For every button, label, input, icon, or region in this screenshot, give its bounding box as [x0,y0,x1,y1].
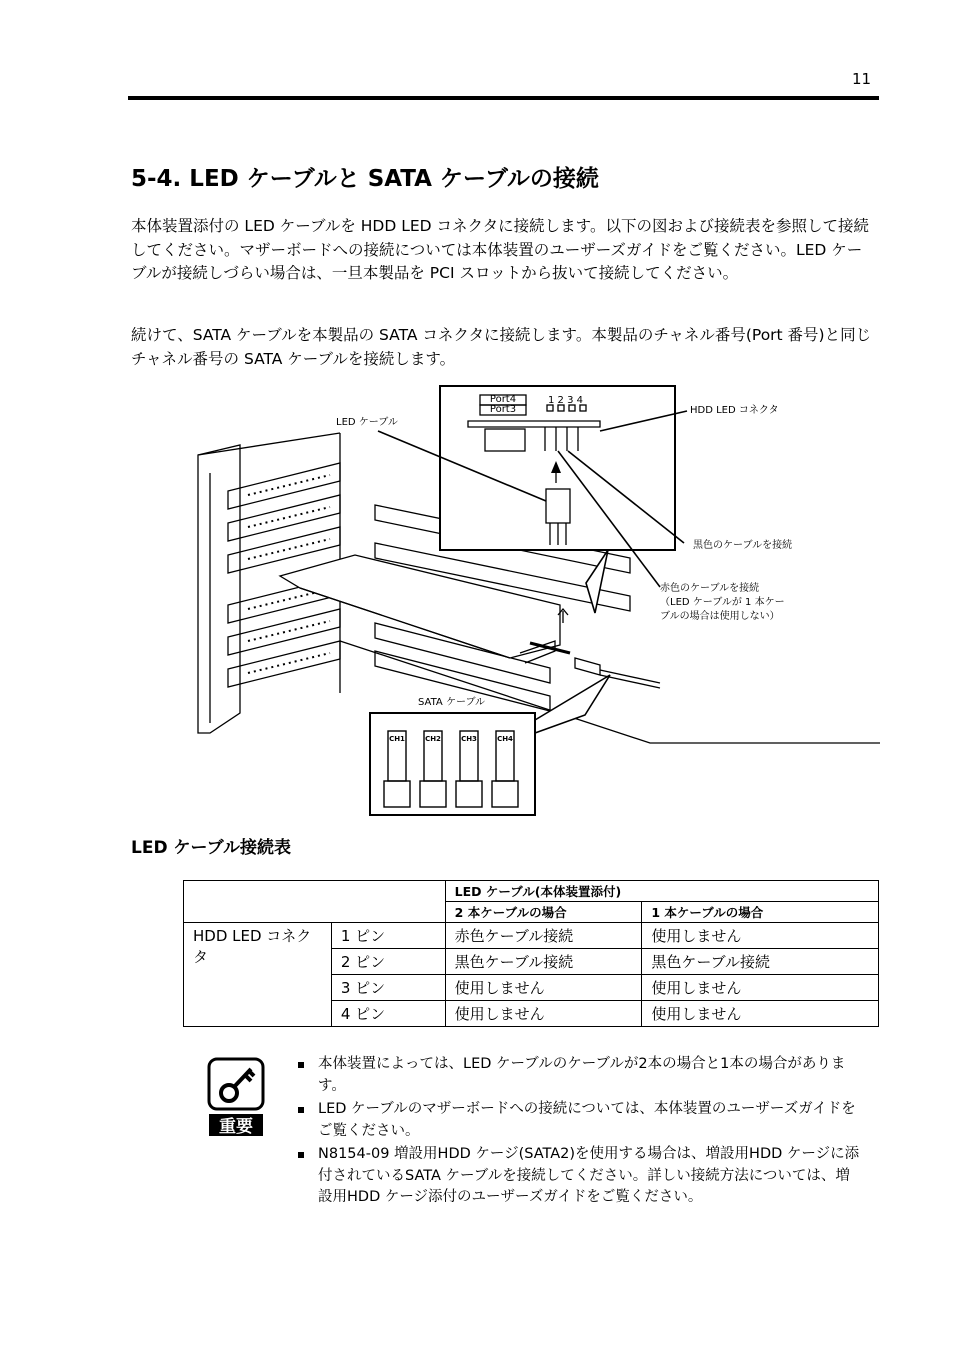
important-notes-list [296,1054,861,1211]
connection-diagram [190,383,890,823]
two-cable-cell: 黒色ケーブル接続 [445,949,642,975]
intro-paragraph: 本体装置添付の LED ケーブルを HDD LED コネクタに接続します。以下の図および接続表を参照して接続してください。マザーボードへの接続については本体装置のユーザーズガイドをご覧ください。LED ケーブルが接続しづらい場合は、一旦本製品を PCI スロットから抜いて接続してください。 [131,217,869,283]
pin-cell: 1 ピン [331,923,445,949]
two-cable-cell: 使用しません [445,1001,642,1027]
one-cable-cell: 黒色ケーブル接続 [642,949,879,975]
red-cable-label-2: （LED ケーブルが 1 本ケー [660,597,785,608]
header-rule [128,96,879,100]
list-item: N8154-09 増設用HDD ケージ(SATA2)を使用する場合は、増設用HDD ケージに添付されているSATA ケーブルを接続してください。詳しい接続方法については、増設用HDD ケージ添付のユーザーズガイドをご覧ください。 [296,1144,861,1209]
port4-label: Port4 [489,394,517,405]
channel-label: CH4 [497,735,513,743]
list-item: 本体装置によっては、LED ケーブルのケーブルが2本の場合と1本の場合があります。 [296,1054,861,1097]
important-key-icon [207,1057,265,1137]
list-item: LED ケーブルのマザーボードへの接続については、本体装置のユーザーズガイドをご覧ください。 [296,1099,861,1142]
red-cable-label-1: 赤色のケーブルを接続 [660,583,760,594]
two-cable-cell: 赤色ケーブル接続 [445,923,642,949]
sata-detail-box [370,713,535,815]
pin-cell: 2 ピン [331,949,445,975]
important-label: 重要 [219,1117,253,1137]
table-row [184,923,879,949]
sata-paragraph: 続けて、SATA ケーブルを本製品の SATA コネクタに接続します。本製品のチャネル番号(Port 番号)と同じチャネル番号の SATA ケーブルを接続します。 [131,326,872,368]
black-cable-label: 黒色のケーブルを接続 [693,540,793,551]
pin-cell: 4 ピン [331,1001,445,1027]
channel-label: CH1 [389,735,405,743]
one-cable-cell: 使用しません [642,975,879,1001]
one-cable-cell: 使用しません [642,923,879,949]
port3-label: Port3 [489,404,517,415]
header-two-cables: 2 本ケーブルの場合 [445,902,642,923]
red-cable-label-3: ブルの場合は使用しない） [660,611,780,622]
led-cable-label: LED ケーブル [336,417,398,428]
one-cable-cell: 使用しません [642,1001,879,1027]
hdd-led-connector-label: HDD LED コネクタ [690,405,779,416]
led-connection-table [183,880,879,1027]
sata-cable-label: SATA ケーブル [418,697,486,708]
channel-label: CH2 [425,735,441,743]
section-title: 5-4. LED ケーブルと SATA ケーブルの接続 [131,166,599,192]
two-cable-cell: 使用しません [445,975,642,1001]
channel-label: CH3 [461,735,477,743]
connector-name-cell: HDD LED コネクタ [184,923,332,1027]
header-one-cable: 1 本ケーブルの場合 [642,902,879,923]
table-corner-cell [184,881,446,923]
table-heading: LED ケーブル接続表 [131,838,291,858]
header-group: LED ケーブル(本体装置添付) [445,881,878,902]
pin-numbers: 1 2 3 4 [548,395,583,406]
pin-cell: 3 ピン [331,975,445,1001]
page-number: 11 [852,70,872,88]
